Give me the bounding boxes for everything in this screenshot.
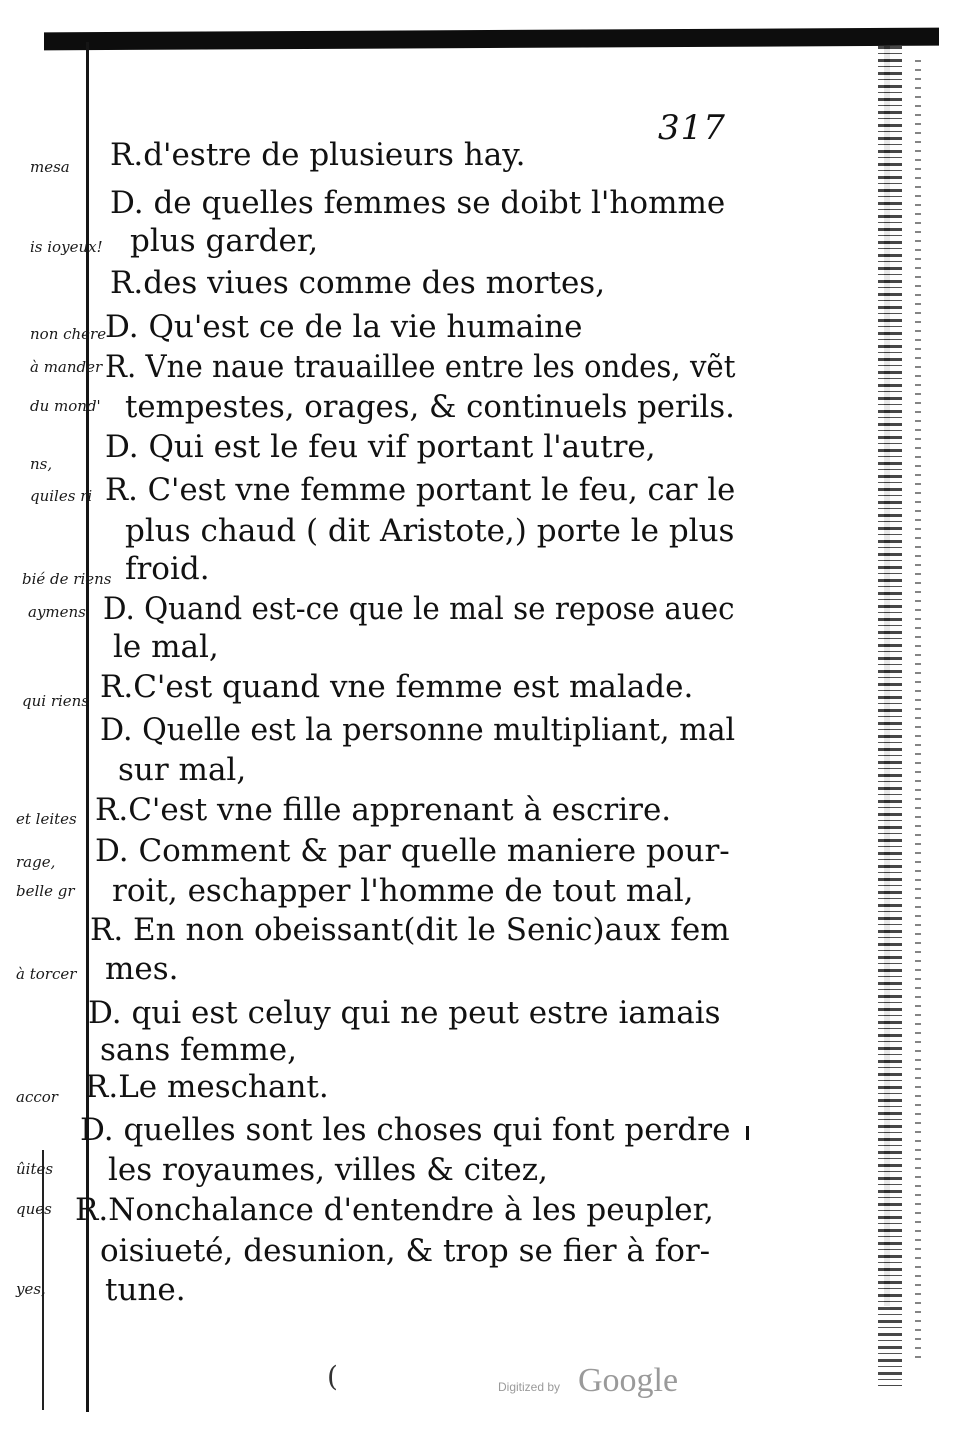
text-line: plus chaud ( dit Aristote,) porte le plus xyxy=(125,513,735,549)
text-line: R.des viues comme des mortes, xyxy=(110,265,606,301)
text-line: oisiueté, desunion, & trop se fier à for- xyxy=(100,1233,711,1269)
text-line: sur mal, xyxy=(118,752,247,788)
text-line: D. qui est celuy qui ne peut estre iamais xyxy=(88,995,721,1031)
marginal-note: aymens xyxy=(28,603,86,621)
marginal-note: non chere xyxy=(30,325,107,343)
ink-mark xyxy=(746,1126,749,1140)
digitized-by-label: Digitized by xyxy=(498,1380,561,1394)
marginal-note: belle gr xyxy=(16,882,75,900)
marginal-note: quiles ri xyxy=(30,487,93,505)
text-line: R.C'est quand vne femme est malade. xyxy=(100,669,694,705)
text-line: D. Comment & par quelle maniere pour- xyxy=(95,833,730,869)
text-line: D. Quelle est la personne multipliant, mal xyxy=(100,712,736,748)
text-line: D. de quelles femmes se doibt l'homme xyxy=(110,185,726,221)
text-line: plus garder, xyxy=(130,223,319,259)
top-rule xyxy=(44,28,939,51)
marginal-note: et leites xyxy=(16,810,77,828)
text-line: R. En non obeissant(dit le Senic)aux fem xyxy=(90,912,730,948)
marginalia-column xyxy=(0,0,112,1448)
text-line: tune. xyxy=(105,1272,186,1308)
text-line: R.Le meschant. xyxy=(85,1069,329,1105)
text-line: sans femme, xyxy=(100,1032,297,1068)
text-line: D. quelles sont les choses qui font perdre xyxy=(80,1112,731,1148)
text-line: roit, eschapper l'homme de tout mal, xyxy=(112,873,694,909)
right-page-edge xyxy=(878,46,902,1386)
text-line: R.d'estre de plusieurs hay. xyxy=(110,137,526,173)
marginal-note: yes, xyxy=(16,1280,46,1298)
footer-mark: ( xyxy=(327,1360,338,1393)
marginal-note: bié de riens xyxy=(22,570,112,588)
text-line: R.Nonchalance d'entendre à les peupler, xyxy=(75,1192,714,1228)
text-line: le mal, xyxy=(113,629,219,665)
marginal-note: à mander xyxy=(30,358,103,376)
text-line: mes. xyxy=(105,951,179,987)
text-line: les royaumes, villes & citez, xyxy=(108,1152,548,1188)
marginal-note: du mond' xyxy=(30,397,101,415)
marginal-note: mesa xyxy=(30,158,70,176)
text-line: froid. xyxy=(125,551,210,587)
text-line: D. Qu'est ce de la vie humaine xyxy=(105,309,583,345)
google-watermark: Google xyxy=(578,1362,679,1399)
marginal-note: ns, xyxy=(30,455,53,473)
marginal-note: is ioyeux! xyxy=(30,238,103,256)
marginal-note: qui riens xyxy=(22,692,90,710)
marginal-note: à torcer xyxy=(16,965,77,983)
page-number: 317 xyxy=(658,108,726,148)
right-page-edge-speckle xyxy=(915,60,921,1360)
text-line: D. Qui est le feu vif portant l'autre, xyxy=(105,429,656,465)
text-line: R. Vne naue trauaillee entre les ondes, vẽt xyxy=(105,349,736,385)
text-line: tempestes, orages, & continuels perils. xyxy=(125,389,735,425)
marginal-note: ques xyxy=(16,1200,52,1218)
text-line: D. Quand est-ce que le mal se repose auec xyxy=(103,591,735,627)
text-line: R. C'est vne femme portant le feu, car le xyxy=(105,472,736,508)
marginal-note: ûites xyxy=(16,1160,54,1178)
marginal-note: accor xyxy=(16,1088,58,1106)
marginal-note: rage, xyxy=(16,853,56,871)
text-line: R.C'est vne fille apprenant à escrire. xyxy=(95,792,672,828)
